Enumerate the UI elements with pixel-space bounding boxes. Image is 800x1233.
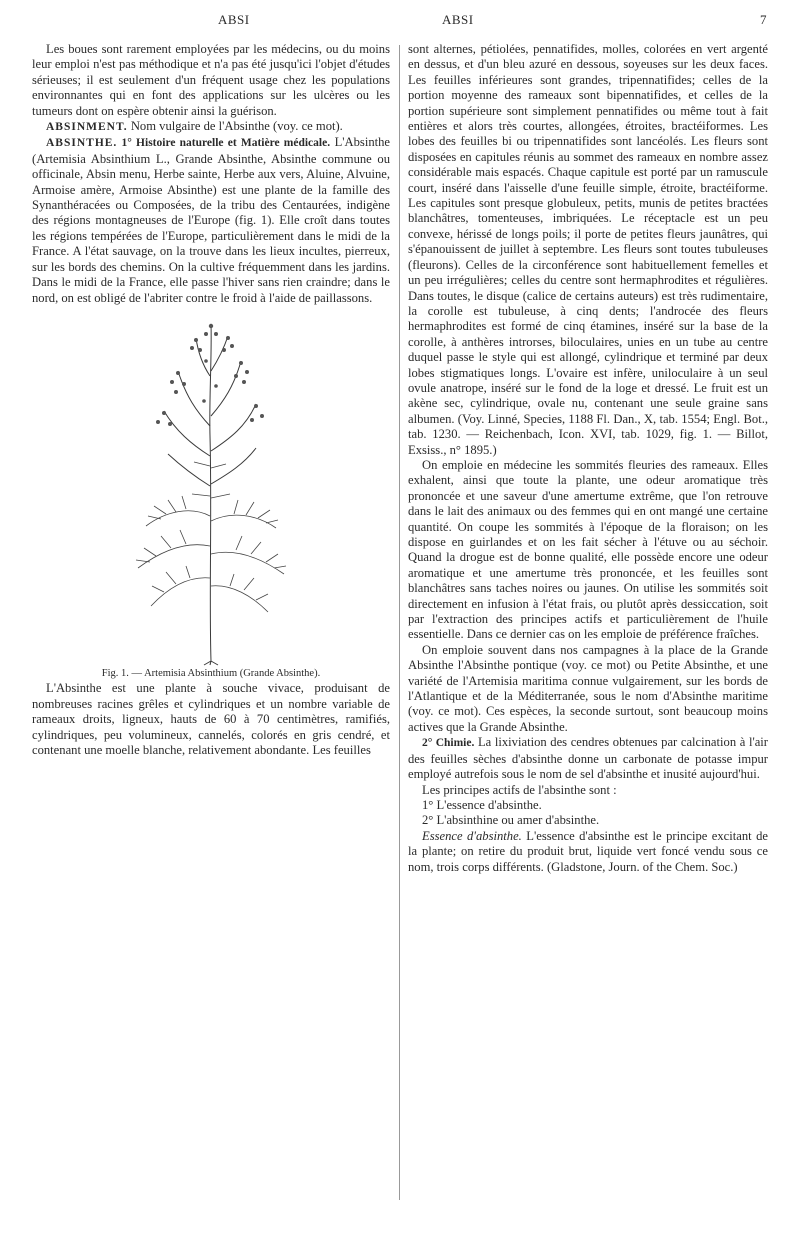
entry-absinthe	[32, 135, 390, 305]
left-column	[32, 42, 390, 758]
paragraph-description: L'Absinthe est une plante à souche vivace, produisant de nombreuses racines grêles et cylindriques et un nombre variable de rameaux droits, ligneux, hauts de 60 à 70 centimètres, ramifiés, cylindriques, peu volumineux, cannelés, colorés en gris cendré, et contenant une moelle blanche, relativement abondante. Les feuilles	[32, 681, 390, 757]
essence-heading: Essence d'absinthe.	[422, 828, 522, 843]
entry-absinment	[32, 119, 390, 135]
figure-artemisia	[32, 316, 390, 681]
entry-essence	[408, 829, 768, 875]
subsection-chimie: 2° Chimie.	[422, 737, 475, 750]
headword-absinment: ABSINMENT.	[46, 121, 128, 134]
list-item: 1° L'essence d'absinthe.	[422, 797, 542, 812]
figure-caption: Fig. 1. — Artemisia Absinthium (Grande Absinthe).	[101, 667, 321, 679]
list-item: 2° L'absinthine ou amer d'absinthe.	[422, 813, 600, 828]
paragraph-leaves: sont alternes, pétiolées, pennatifides, molles, colorées en vert argenté en dessus, et d'un bleu azuré en dessous, soyeuses sur les deux faces. Les feuilles inférieures sont grandes, tripennatifides; celles de la portion moyenne des rameaux sont bipennatifides, et celles de la portion supérieure sont simplement pennatifides ou même tout à fait entières et alors très courtes, allongées, étroites, bractéiformes. Les lobes des feuilles bi ou tripennatifides sont lancéolés. Les fleurs sont disposées en capitules réunis au sommet des rameaux en nombre assez considérable mais espacés. Chaque capitule est porté par un ramuscule court, inséré dans l'aisselle d'une feuille simple, étroite, bractéiforme. Les capitules sont presque globuleux, petits, munis de petites bractées blanchâtres, tomenteuses, imbriquées. Le réceptacle est un peu convexe, hérissé de longs poils; il porte de petites fleurs jaunâtres, qui s'épanouissent de juillet à septembre. Les fleurs sont toutes tubuleuses (fleurons). Celles de la circonférence sont habituellement femelles et un peu irrégulières; celles du centre sont hermaphrodites et régulières. Dans toutes, le disque (calice de certains auteurs) est très rudimentaire, la corolle est tubuleuse, à cinq dents; l'androcée des fleurs hermaphrodites est formé de cinq étamines, inséré sur la base de la corolle, à anthères introrses, biloculaires, unies en un tube au centre duquel passe le style qui est allongé, cylindrique et terminé par deux lobes stigmatiques longs. L'ovaire est infère, uniloculaire à un seul ovule anatrope, inséré sur le fond de la loge et dressé. Le fruit est un akène sec, cylindrique, ovale nu, contenant une seule graine sans albumen. (Voy. Linné, Species, 1188 Fl. Dan., X, tab. 1554; Engl. Bot., tab. 1230. — Reichenbach, Icon. XVI, tab. 1029, fig. 1. — Billot, Exsiss., n° 1895.)	[408, 42, 768, 457]
entry-chimie	[408, 735, 768, 782]
entry-absinthe-text: L'Absinthe (Artemisia Absinthium L., Grande Absinthe, Absinthe commune ou officinale, Absin menu, Herbe sainte, Herbe aux vers, Aluine, Alvuine, Armoise amère, Armoise Absinthe) est une plante de la famille des Synanthéracées ou Composées, de la tribu des Centaurées, indigène des régions montagneuses de l'Europe (fig. 1). Elle croît dans toutes les régions tempérées de l'Europe, particulièrement dans le midi de la France. A l'état sauvage, on la trouve dans les lieux incultes, pierreux, sur les bords des chemins. On la cultive fréquemment dans les jardins. Dans le midi de la France, elle passe l'hiver sans rien craindre; dans le nord, on est obligé de l'abriter contre le froid à l'aide de paillassons.	[32, 135, 391, 305]
header-left: ABSI	[218, 12, 250, 27]
column-divider	[399, 45, 400, 1200]
paragraph-substitutes: On emploie souvent dans nos campagnes à la place de la Grande Absinthe l'Absinthe pontique (voy. ce mot) ou Petite Absinthe, et une variété de l'Artemisia maritima connue vulgairement, sur les bords de l'Atlantique et de la Méditerranée, sous le nom d'Absinthe maritime (voy. ce mot). Ces espèces, la seconde surtout, sont beaucoup moins actives que la Grande Absinthe.	[408, 642, 768, 734]
headword-absinthe: ABSINTHE.	[46, 137, 118, 150]
artemisia-illustration	[106, 316, 316, 666]
page-number: 7	[760, 12, 767, 27]
chimie-text: La lixiviation des cendres obtenues par calcination à l'air des feuilles sèches d'absinthe donne un carbonate de potasse impur employé autrefois sous le nom de sel d'absinthe et inusité aujourd'hui.	[408, 735, 769, 782]
subsection-histoire: 1° Histoire naturelle et Matière médicale.	[117, 137, 331, 150]
running-header	[0, 12, 800, 36]
right-column	[408, 42, 768, 875]
header-center: ABSI	[442, 12, 474, 27]
principes-list	[408, 798, 768, 829]
paragraph-boues: Les boues sont rarement employées par les médecins, ou du moins leur emploi n'est pas méthodique et n'a pas été jusqu'ici l'objet d'études sérieuses; il est seulement d'un fréquent usage chez les populations environnantes qui en font des applications sur les ulcères ou les tumeurs dont on espère obtenir ainsi la guérison.	[32, 42, 390, 118]
paragraph-usage: On emploie en médecine les sommités fleuries des rameaux. Elles exhalent, ainsi que toute la plante, une odeur aromatique très prononcée et une saveur d'une amertume extrême, que l'on retrouve dans le lait des animaux ou des femmes qui en ont mangé une certaine quantité. On coupe les sommités à l'époque de la floraison; on les dispose en guirlandes et on les fait sécher à l'étuve ou au séchoir. Quand la drogue est de bonne qualité, elle possède encore une odeur aromatique et une amertume très prononcée, et les feuilles sont blanchâtres sans taches noires ou jaunes. On utilise les sommités soit directement en infusion à l'état frais, ou plutôt après dessiccation, soit par l'extraction des principes actifs et particulièrement de l'huile essentielle. Dans ce dernier cas on les emploie de préférence fraîches.	[408, 457, 768, 642]
principes-line: Les principes actifs de l'absinthe sont :	[422, 782, 617, 797]
essence-text: L'essence d'absinthe est le principe excitant de la plante; on retire du produit brut, liquide vert foncé vendu sous ce nom, trois corps différents. (Gladstone, Journ. of the Chem. Soc.)	[408, 828, 768, 874]
entry-absinment-text: Nom vulgaire de l'Absinthe (voy. ce mot).	[127, 119, 343, 134]
